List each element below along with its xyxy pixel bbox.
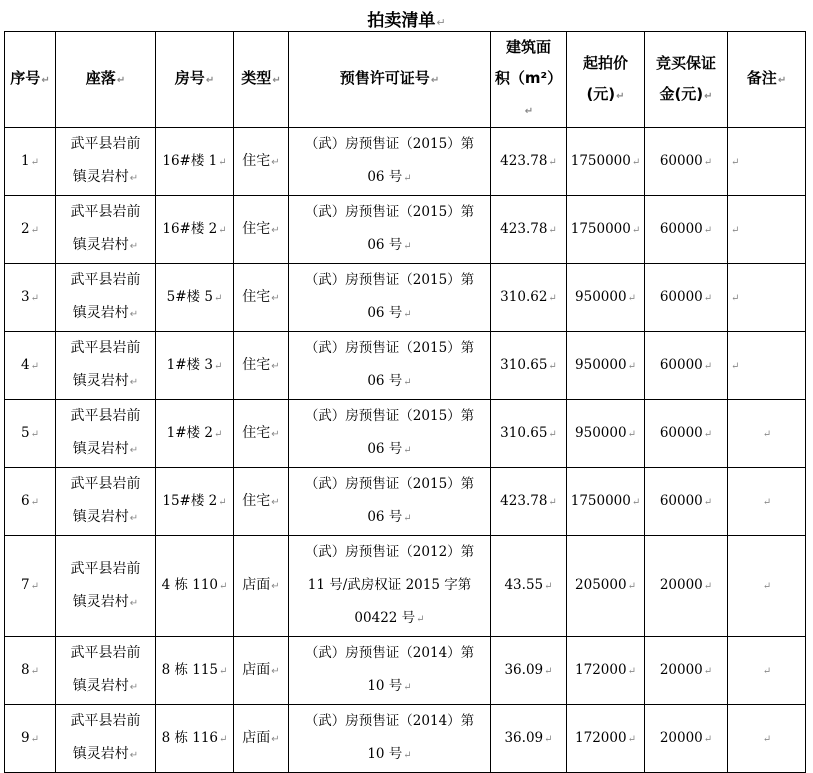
cell-permit: （武）房预售证（2014）第 10 号↵	[289, 637, 491, 705]
cell-location: 武平县岩前 镇灵岩村↵	[56, 536, 156, 637]
col-header-permit: 预售许可证号↵	[289, 32, 491, 128]
cell-deposit: 20000↵	[645, 637, 728, 705]
table-row	[5, 332, 806, 400]
cell-type: 店面↵	[234, 637, 289, 705]
cell-permit: （武）房预售证（2015）第 06 号↵	[289, 128, 491, 196]
cell-remark: ↵	[728, 128, 806, 196]
cell-area: 423.78↵	[491, 196, 567, 264]
cell-room: 8 栋 115↵	[156, 637, 234, 705]
cell-permit: （武）房预售证（2015）第 06 号↵	[289, 264, 491, 332]
cell-area: 43.55↵	[491, 536, 567, 637]
cell-permit: （武）房预售证（2012）第 11 号/武房权证 2015 字第 00422 号↵	[289, 536, 491, 637]
cell-price: 1750000↵	[567, 468, 645, 536]
cell-index: 1↵	[5, 128, 56, 196]
cell-deposit: 60000↵	[645, 468, 728, 536]
cell-room: 8 栋 116↵	[156, 705, 234, 773]
cell-index: 3↵	[5, 264, 56, 332]
title-text: 拍卖清单	[367, 11, 436, 31]
cell-location: 武平县岩前 镇灵岩村↵	[56, 468, 156, 536]
cell-deposit: 60000↵	[645, 332, 728, 400]
cell-room: 5#楼 5↵	[156, 264, 234, 332]
col-header-index: 序号↵	[5, 32, 56, 128]
cell-location: 武平县岩前 镇灵岩村↵	[56, 400, 156, 468]
cell-room: 1#楼 2↵	[156, 400, 234, 468]
cell-permit: （武）房预售证（2015）第 06 号↵	[289, 332, 491, 400]
table-row	[5, 705, 806, 773]
cell-deposit: 20000↵	[645, 705, 728, 773]
cell-permit: （武）房预售证（2014）第 10 号↵	[289, 705, 491, 773]
cell-location: 武平县岩前 镇灵岩村↵	[56, 332, 156, 400]
cell-remark: ↵	[728, 705, 806, 773]
cell-area: 310.65↵	[491, 400, 567, 468]
cell-price: 205000↵	[567, 536, 645, 637]
cell-price: 950000↵	[567, 400, 645, 468]
cell-type: 店面↵	[234, 536, 289, 637]
cell-room: 16#楼 1↵	[156, 128, 234, 196]
table-row	[5, 400, 806, 468]
cell-type: 住宅↵	[234, 128, 289, 196]
cell-type: 住宅↵	[234, 400, 289, 468]
col-header-area: 建筑面 积（m²）↵	[491, 32, 567, 128]
cell-area: 423.78↵	[491, 128, 567, 196]
cell-permit: （武）房预售证（2015）第 06 号↵	[289, 400, 491, 468]
cell-index: 9↵	[5, 705, 56, 773]
cell-type: 住宅↵	[234, 468, 289, 536]
cell-remark: ↵	[728, 196, 806, 264]
cell-room: 15#楼 2↵	[156, 468, 234, 536]
auction-table	[4, 31, 806, 773]
cell-area: 423.78↵	[491, 468, 567, 536]
cell-price: 1750000↵	[567, 128, 645, 196]
col-header-location: 座落↵	[56, 32, 156, 128]
cell-type: 店面↵	[234, 705, 289, 773]
cell-price: 1750000↵	[567, 196, 645, 264]
table-row	[5, 468, 806, 536]
cell-area: 310.65↵	[491, 332, 567, 400]
cell-deposit: 60000↵	[645, 264, 728, 332]
cell-remark: ↵	[728, 332, 806, 400]
cell-room: 16#楼 2↵	[156, 196, 234, 264]
cell-area: 36.09↵	[491, 705, 567, 773]
cell-remark: ↵	[728, 264, 806, 332]
cell-area: 36.09↵	[491, 637, 567, 705]
cell-index: 5↵	[5, 400, 56, 468]
cell-permit: （武）房预售证（2015）第 06 号↵	[289, 468, 491, 536]
cell-area: 310.62↵	[491, 264, 567, 332]
cell-price: 172000↵	[567, 637, 645, 705]
cell-location: 武平县岩前 镇灵岩村↵	[56, 128, 156, 196]
cell-room: 1#楼 3↵	[156, 332, 234, 400]
cell-deposit: 60000↵	[645, 400, 728, 468]
cell-deposit: 60000↵	[645, 128, 728, 196]
table-row	[5, 264, 806, 332]
cell-index: 6↵	[5, 468, 56, 536]
header-row	[5, 32, 806, 128]
cell-index: 4↵	[5, 332, 56, 400]
table-row	[5, 536, 806, 637]
table-body	[5, 128, 806, 773]
table-row	[5, 637, 806, 705]
col-header-type: 类型↵	[234, 32, 289, 128]
cell-price: 172000↵	[567, 705, 645, 773]
cell-location: 武平县岩前 镇灵岩村↵	[56, 637, 156, 705]
cell-index: 2↵	[5, 196, 56, 264]
cell-remark: ↵	[728, 400, 806, 468]
cell-location: 武平县岩前 镇灵岩村↵	[56, 705, 156, 773]
cell-deposit: 20000↵	[645, 536, 728, 637]
col-header-price: 起拍价 (元)↵	[567, 32, 645, 128]
paragraph-mark-icon: ↵	[436, 16, 446, 29]
col-header-remark: 备注↵	[728, 32, 806, 128]
cell-index: 7↵	[5, 536, 56, 637]
cell-remark: ↵	[728, 637, 806, 705]
cell-type: 住宅↵	[234, 332, 289, 400]
cell-type: 住宅↵	[234, 264, 289, 332]
col-header-deposit: 竞买保证 金(元)↵	[645, 32, 728, 128]
cell-price: 950000↵	[567, 332, 645, 400]
cell-location: 武平县岩前 镇灵岩村↵	[56, 264, 156, 332]
cell-remark: ↵	[728, 468, 806, 536]
page-title	[0, 6, 813, 31]
cell-permit: （武）房预售证（2015）第 06 号↵	[289, 196, 491, 264]
table-row	[5, 196, 806, 264]
cell-deposit: 60000↵	[645, 196, 728, 264]
cell-index: 8↵	[5, 637, 56, 705]
col-header-room: 房号↵	[156, 32, 234, 128]
cell-room: 4 栋 110↵	[156, 536, 234, 637]
cell-location: 武平县岩前 镇灵岩村↵	[56, 196, 156, 264]
cell-type: 住宅↵	[234, 196, 289, 264]
table-row	[5, 128, 806, 196]
cell-price: 950000↵	[567, 264, 645, 332]
cell-remark: ↵	[728, 536, 806, 637]
